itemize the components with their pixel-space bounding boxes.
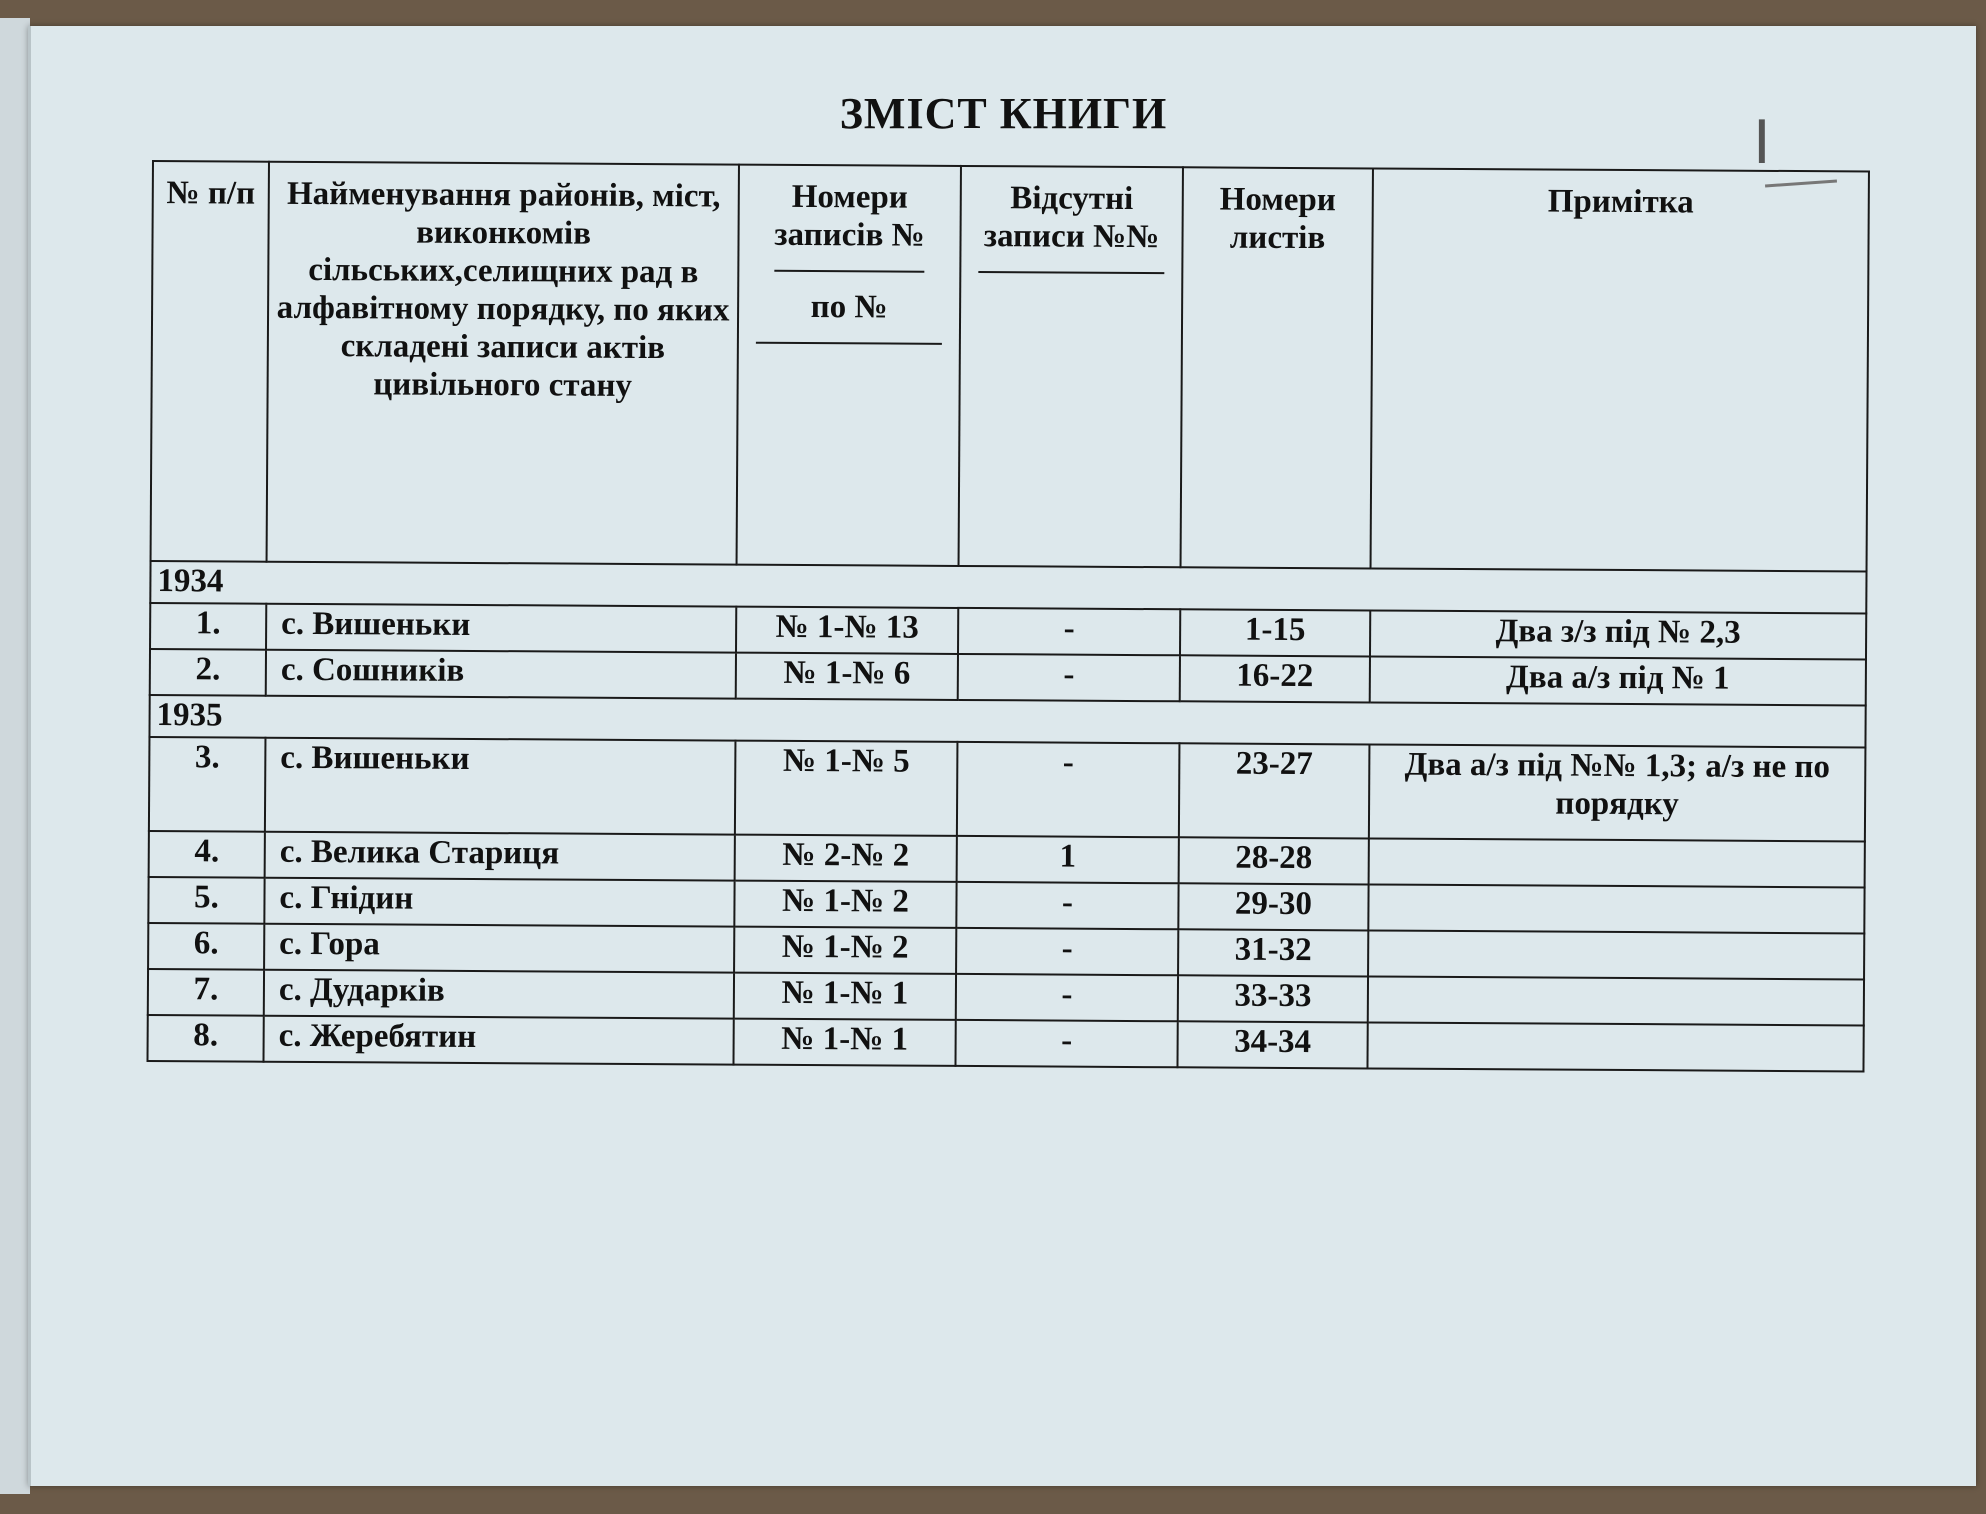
cell-note	[1368, 930, 1864, 979]
cell-num: 1.	[150, 603, 266, 650]
cell-records: № 1-№ 13	[736, 607, 958, 654]
cell-sheets: 1-15	[1180, 609, 1370, 656]
cell-num: 5.	[148, 877, 264, 924]
cell-records: № 1-№ 1	[733, 1019, 955, 1066]
cell-note: Два а/з під №№ 1,3; а/з не по порядку	[1369, 744, 1866, 841]
cell-name: с. Сошників	[266, 650, 736, 699]
header-note: Примітка	[1371, 168, 1869, 571]
header-divider	[774, 270, 924, 273]
cell-name: с. Гора	[264, 924, 734, 973]
cell-records: № 1-№ 2	[734, 927, 956, 974]
cell-sheets: 34-34	[1177, 1021, 1367, 1068]
cell-num: 3.	[149, 737, 266, 832]
header-divider	[756, 342, 942, 345]
cell-records: № 1-№ 1	[734, 973, 956, 1020]
year-label: 1934	[150, 561, 1866, 613]
cell-name: с. Вишеньки	[265, 738, 736, 835]
cell-num: 7.	[148, 969, 264, 1016]
cell-sheets: 29-30	[1178, 883, 1368, 930]
cell-missing: -	[957, 742, 1180, 837]
header-sheets: Номери листів	[1181, 167, 1373, 568]
cell-missing: -	[956, 974, 1178, 1021]
cell-name: с. Дударків	[264, 970, 734, 1019]
cell-missing: 1	[957, 836, 1179, 883]
header-name: Найменування районів, міст, виконкомів сільських,селищних рад в алфавітному порядку, по яких складені записи актів цивільного стану	[267, 162, 739, 565]
cell-missing: -	[955, 1020, 1177, 1067]
cell-missing: -	[958, 608, 1180, 655]
contents-table	[146, 160, 1869, 1072]
cell-note: Два а/з під № 1	[1370, 656, 1866, 705]
cell-note: Два з/з під № 2,3	[1370, 610, 1866, 659]
cell-sheets: 23-27	[1179, 743, 1370, 838]
cell-num: 2.	[150, 649, 266, 696]
cell-records: № 1-№ 5	[735, 741, 958, 836]
cell-records: № 2-№ 2	[735, 835, 957, 882]
header-divider	[978, 271, 1164, 274]
cell-num: 6.	[148, 923, 264, 970]
header-records	[737, 165, 961, 566]
cell-note	[1368, 976, 1864, 1025]
cell-missing: -	[956, 928, 1178, 975]
cell-num: 8.	[147, 1015, 263, 1062]
page-title: ЗМІСТ КНИГИ	[839, 89, 1168, 138]
cell-note	[1368, 884, 1864, 933]
cell-name: с. Велика Стариця	[265, 832, 735, 881]
cell-missing: -	[958, 654, 1180, 701]
cell-sheets: 28-28	[1179, 837, 1369, 884]
cell-sheets: 16-22	[1180, 655, 1370, 702]
cell-name: с. Жеребятин	[263, 1016, 733, 1065]
header-records-to: по №	[810, 289, 888, 326]
table-row	[147, 1015, 1863, 1071]
cell-sheets: 31-32	[1178, 929, 1368, 976]
book-page-edge	[0, 18, 30, 1494]
table-body	[147, 561, 1866, 1071]
cell-note	[1369, 838, 1865, 887]
header-records-from: Номери записів №	[774, 178, 925, 254]
header-missing-label: Відсутні записи №№	[983, 180, 1160, 256]
cell-num: 4.	[149, 831, 265, 878]
header-num: № п/п	[151, 161, 269, 562]
header-row	[151, 161, 1869, 571]
year-label: 1935	[149, 695, 1865, 747]
cell-sheets: 33-33	[1178, 975, 1368, 1022]
cell-name: с. Гнідин	[264, 878, 734, 927]
cell-note	[1367, 1022, 1863, 1071]
header-missing	[959, 166, 1183, 567]
cell-missing: -	[956, 882, 1178, 929]
handwritten-page-mark: I	[1753, 108, 1771, 178]
table-row	[149, 737, 1866, 841]
cell-records: № 1-№ 6	[736, 653, 958, 700]
cell-records: № 1-№ 2	[734, 881, 956, 928]
cell-name: с. Вишеньки	[266, 604, 736, 653]
